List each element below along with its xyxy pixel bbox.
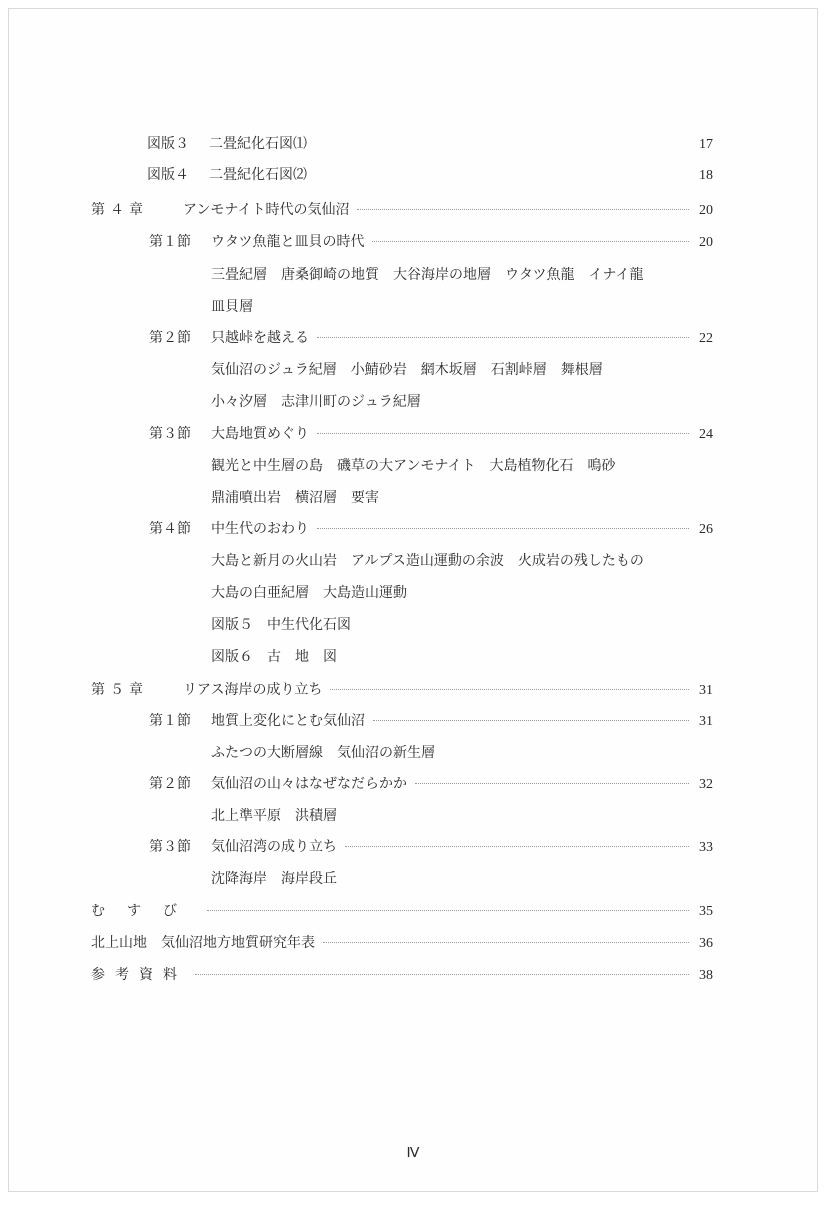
entry-page-number: 31 [699,714,713,729]
dot-leader [373,720,689,721]
entry-page-number: 36 [699,936,713,951]
table-of-contents [9,9,817,1191]
topic-line: 小々汐層 志津川町のジュラ紀層 [211,394,421,410]
entry-label: 第２節 [149,330,191,346]
topic-line: 大島と新月の火山岩 アルプス造山運動の余波 火成岩の残したもの [211,553,644,569]
topic-line: 三畳紀層 唐桑御崎の地質 大谷海岸の地層 ウタツ魚龍 イナイ龍 [211,267,644,283]
dot-leader [317,528,689,529]
topic-line: 沈降海岸 海岸段丘 [211,871,337,887]
dot-leader [317,433,689,434]
entry-title: むすび [91,903,199,919]
entry-title: アンモナイト時代の気仙沼 [183,202,350,218]
topic-line: 図版６ 古 地 図 [211,649,337,665]
toc-page [8,8,818,1192]
toc-entry-section-4-3 [149,425,713,444]
entry-title: 北上山地 気仙沼地方地質研究年表 [91,935,315,951]
entry-label: 図版３ [147,136,189,152]
entry-page-number: 20 [699,235,713,250]
entry-title: 只越峠を越える [211,330,309,346]
topic-line: 皿貝層 [211,299,253,315]
page-folio: Ⅳ [406,1146,420,1161]
entry-title: 地質上変化にとむ気仙沼 [211,713,365,729]
entry-page-number: 20 [699,203,713,218]
dot-leader [415,783,689,784]
entry-title: 二畳紀化石図⑵ [209,167,307,183]
toc-entry-chronology [91,934,713,953]
dot-leader [207,910,689,911]
dot-leader [323,942,689,943]
entry-title: 気仙沼の山々はなぜなだらかか [211,776,407,792]
topic-line: 図版５ 中生代化石図 [211,617,351,633]
dot-leader [195,974,689,975]
topic-line: 鼎浦噴出岩 横沼層 要害 [211,490,379,506]
entry-page-number: 18 [699,168,713,183]
entry-page-number: 17 [699,137,713,152]
dot-leader [357,209,689,210]
dot-leader [330,689,689,690]
entry-page-number: 33 [699,840,713,855]
entry-label: 第４章 [91,202,148,218]
entry-page-number: 31 [699,683,713,698]
entry-title: 大島地質めぐり [211,426,309,442]
entry-title: 二畳紀化石図⑴ [209,136,307,152]
toc-entry-section-5-3 [149,838,713,857]
entry-label: 第１節 [149,713,191,729]
entry-title: リアス海岸の成り立ち [183,682,323,698]
toc-entry-section-4-4 [149,520,713,539]
entry-page-number: 24 [699,427,713,442]
entry-label: 第４節 [149,521,191,537]
entry-title: 気仙沼湾の成り立ち [211,839,337,855]
entry-page-number: 35 [699,904,713,919]
entry-label: 第２節 [149,776,191,792]
dot-leader [317,337,689,338]
entry-page-number: 26 [699,522,713,537]
toc-entry-section-5-2 [149,775,713,794]
toc-entry-section-4-2 [149,329,713,348]
dot-leader [372,241,689,242]
entry-title: 中生代のおわり [211,521,309,537]
entry-page-number: 22 [699,331,713,346]
toc-entry-references [91,966,713,985]
toc-entry-plate-3 [147,135,713,154]
topic-line: ふたつの大断層線 気仙沼の新生層 [211,745,435,761]
topic-line: 観光と中生層の島 磯草の大アンモナイト 大島植物化石 鳴砂 [211,458,616,474]
topic-line: 気仙沼のジュラ紀層 小鯖砂岩 網木坂層 石割峠層 舞根層 [211,362,603,378]
entry-page-number: 38 [699,968,713,983]
entry-title: 参考資料 [91,967,187,983]
entry-label: 第３節 [149,426,191,442]
entry-label: 第３節 [149,839,191,855]
entry-title: ウタツ魚龍と皿貝の時代 [211,234,365,250]
entry-label: 第１節 [149,234,191,250]
entry-label: 図版４ [147,167,189,183]
toc-entry-plate-4 [147,166,713,185]
toc-entry-section-5-1 [149,712,713,731]
topic-line: 北上準平原 洪積層 [211,808,337,824]
toc-entry-chapter-4 [91,201,713,220]
toc-entry-section-4-1 [149,233,713,252]
toc-entry-chapter-5 [91,681,713,700]
toc-entry-musubi [91,902,713,921]
entry-label: 第５章 [91,682,148,698]
entry-page-number: 32 [699,777,713,792]
topic-line: 大島の白亜紀層 大島造山運動 [211,585,407,601]
dot-leader [345,846,689,847]
